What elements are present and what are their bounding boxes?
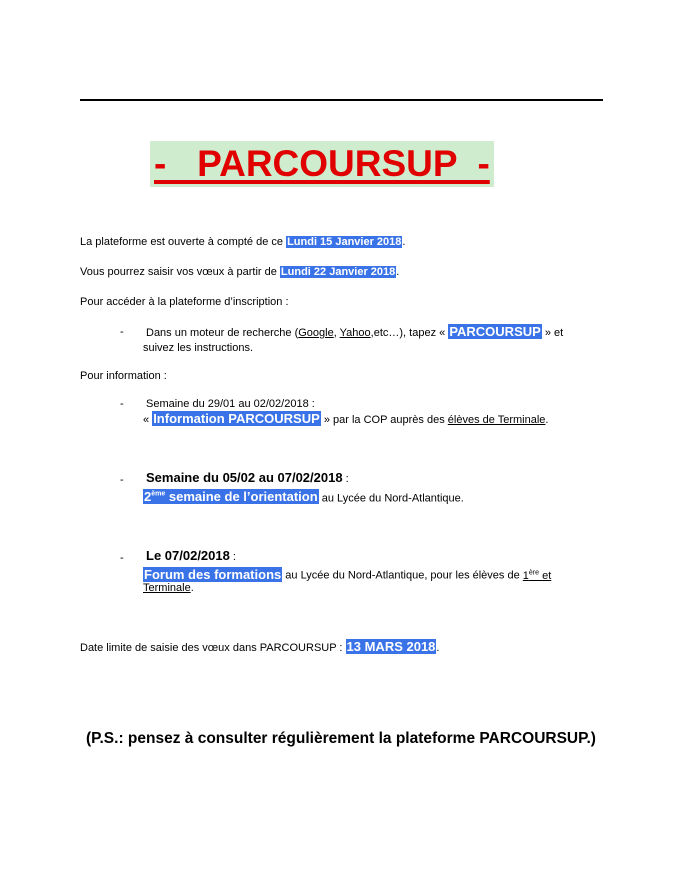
- event3-head: Le 07/02/2018: [146, 548, 230, 563]
- event3-end: .: [190, 582, 194, 594]
- event1-link[interactable]: élèves de Terminale: [447, 414, 546, 426]
- search-etc: ,etc…), tapez «: [370, 327, 449, 339]
- event3-date: [146, 549, 236, 564]
- event2-colon: :: [342, 473, 349, 485]
- event1-pre: «: [143, 414, 153, 426]
- paragraph-wishes: [80, 265, 399, 279]
- event2-desc: [143, 488, 464, 505]
- top-rule: [80, 99, 603, 101]
- bullet-search-line1: [146, 325, 563, 340]
- paragraph-deadline: [80, 640, 439, 655]
- paragraph-access: Pour accéder à la plateforme d’inscription :: [80, 296, 289, 308]
- event1-date: Semaine du 29/01 au 02/02/2018 :: [146, 398, 315, 410]
- event3-grade-link[interactable]: [523, 570, 551, 582]
- bullet-dash: -: [120, 474, 124, 486]
- event1-highlight: Information PARCOURSUP: [153, 411, 320, 426]
- event3-terminale-link[interactable]: Terminale: [143, 582, 191, 594]
- search-end: » et: [541, 327, 564, 339]
- event3-colon: :: [229, 551, 236, 563]
- deadline-date: 13 MARS 2018: [346, 639, 436, 654]
- google-link[interactable]: Google: [298, 327, 334, 339]
- event1-end: .: [545, 414, 549, 426]
- event2-sup: ème: [151, 491, 166, 498]
- event3-num: 1: [522, 569, 529, 582]
- page-title: - PARCOURSUP -: [150, 141, 494, 187]
- yahoo-link[interactable]: Yahoo: [339, 327, 371, 339]
- event2-hl-text: semaine de l’orientation: [165, 489, 318, 505]
- event2-date: [146, 471, 349, 486]
- paragraph-info: Pour information :: [80, 370, 167, 382]
- wishes-date: Lundi 22 Janvier 2018: [280, 266, 396, 278]
- deadline-end: .: [436, 642, 440, 654]
- event3-line3: [143, 581, 194, 595]
- deadline-text: Date limite de saisie des vœux dans: [80, 642, 260, 654]
- bullet-dash: -: [120, 552, 124, 564]
- event3-et: et: [539, 569, 552, 582]
- event3-rest: au Lycée du Nord-Atlantique, pour les élèves de: [282, 569, 523, 582]
- event3-sup: ère: [528, 569, 540, 576]
- event3-desc: [143, 566, 551, 583]
- paragraph-opening: [80, 235, 405, 249]
- event2-head: Semaine du 05/02 au 07/02/2018: [146, 470, 343, 485]
- bullet-dash: -: [120, 326, 124, 338]
- opening-text: La plateforme est ouverte à compté de ce: [80, 236, 287, 248]
- wishes-text: Vous pourrez saisir vos vœux à partir de: [80, 266, 280, 278]
- postscript: (P.S.: pensez à consulter régulièrement la plateforme PARCOURSUP.): [86, 730, 596, 747]
- parcoursup-keyword: PARCOURSUP: [449, 324, 541, 339]
- event2-highlight: [143, 489, 319, 504]
- search-text: Dans un moteur de recherche (: [146, 327, 299, 339]
- event1-mid: » par la COP auprès des: [320, 414, 448, 426]
- event1-desc: [143, 412, 548, 427]
- wishes-end: .: [396, 266, 400, 278]
- deadline-colon: :: [336, 642, 346, 654]
- bullet-dash: -: [120, 398, 124, 410]
- deadline-keyword: PARCOURSUP: [259, 642, 337, 654]
- event2-num: 2: [144, 489, 152, 505]
- event3-highlight: Forum des formations: [144, 566, 282, 582]
- bullet-search-line2: suivez les instructions.: [143, 342, 254, 354]
- search-comma: ,: [333, 327, 340, 339]
- opening-date: Lundi 15 Janvier 2018: [287, 236, 402, 248]
- opening-end: .: [402, 236, 406, 248]
- event2-rest: au Lycée du Nord-Atlantique.: [318, 492, 464, 505]
